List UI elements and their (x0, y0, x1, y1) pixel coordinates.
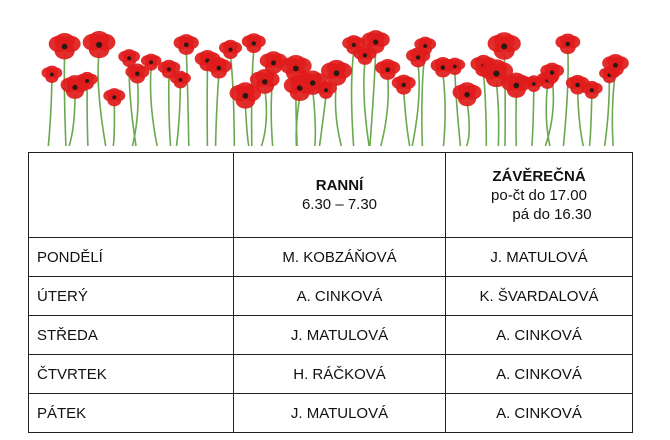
poppy-stem (150, 67, 157, 146)
poppy-flower (42, 66, 63, 83)
closing-duty-cell: A. CINKOVÁ (446, 355, 633, 394)
poppy-flowers-banner-icon (40, 20, 630, 150)
header-closing-cell (446, 153, 633, 238)
poppy-stem (352, 51, 354, 146)
poppy-flower (488, 32, 521, 60)
closing-duty-cell: K. ŠVARDALOVÁ (446, 277, 633, 316)
poppy-stem (113, 103, 114, 146)
poppy-stem (381, 76, 388, 146)
poppy-stem (578, 91, 584, 146)
poppy-stem (87, 86, 88, 146)
poppy-stem (48, 80, 52, 146)
poppy-stem (320, 96, 327, 146)
poppy-stem (404, 91, 410, 146)
poppy-flower (83, 31, 116, 58)
poppy-stem (484, 73, 487, 146)
poppy-flower (174, 34, 199, 55)
poppy-stem (532, 89, 534, 146)
poppy-stem (262, 89, 267, 146)
poppy-flower (555, 34, 580, 55)
poppy-stem (245, 104, 248, 146)
poppy-stem (313, 90, 316, 146)
day-cell: PONDĚLÍ (29, 238, 234, 277)
morning-duty-cell: A. CINKOVÁ (234, 277, 446, 316)
poppy-flower (206, 57, 232, 78)
poppy-stem (231, 55, 235, 146)
morning-duty-cell: H. RÁČKOVÁ (234, 355, 446, 394)
poppy-stem (496, 82, 498, 146)
poppy-stem (455, 72, 461, 146)
poppy-flower (103, 88, 125, 106)
poppy-stem (467, 102, 470, 146)
poppy-stem (335, 81, 341, 146)
duty-schedule-table (28, 152, 633, 433)
table-row (29, 394, 633, 433)
poppy-stem (177, 85, 181, 146)
closing-hours-mon-thu: po-čt do 17.00 (491, 186, 587, 204)
poppy-flower (242, 33, 266, 53)
poppy-flower (219, 40, 242, 59)
poppy-stem (563, 50, 568, 146)
day-cell: ČTVRTEK (29, 355, 234, 394)
table-row (29, 355, 633, 394)
closing-duty-cell: A. CINKOVÁ (446, 316, 633, 355)
poppy-stem (69, 95, 75, 147)
table-header-row (29, 153, 633, 238)
table-row (29, 238, 633, 277)
day-cell: PÁTEK (29, 394, 234, 433)
table-row (29, 277, 633, 316)
poppy-flower (375, 59, 400, 80)
poppy-stem (186, 51, 189, 146)
morning-duty-cell: M. KOBZÁŇOVÁ (234, 238, 446, 277)
poppy-flower (392, 75, 416, 95)
closing-hours-fri: pá do 16.30 (512, 205, 592, 223)
poppy-stem (98, 53, 106, 146)
poppy-stem (133, 80, 139, 146)
morning-duty-cell: J. MATULOVÁ (234, 316, 446, 355)
poppy-stem (64, 55, 66, 147)
poppy-stem (370, 49, 376, 146)
poppy-stem (605, 80, 610, 146)
morning-duty-cell: J. MATULOVÁ (234, 394, 446, 433)
poppy-stem (612, 72, 615, 146)
poppy-stem (590, 96, 592, 146)
morning-time: 6.30 – 7.30 (301, 196, 378, 213)
morning-title: RANNÍ (315, 177, 364, 194)
poppy-flower (581, 81, 603, 99)
day-cell: ÚTERÝ (29, 277, 234, 316)
table-row (29, 316, 633, 355)
poppy-stem (216, 75, 219, 147)
header-empty-cell (29, 153, 234, 238)
poppy-stem (364, 61, 369, 146)
poppy-stem (169, 75, 171, 146)
closing-title: ZÁVĚREČNÁ (492, 167, 586, 185)
poppy-flower (49, 33, 81, 59)
poppy-stem (443, 74, 445, 146)
poppy-stem (412, 64, 419, 146)
day-cell: STŘEDA (29, 316, 234, 355)
closing-duty-cell: J. MATULOVÁ (446, 238, 633, 277)
header-morning-cell (234, 153, 446, 238)
closing-duty-cell: A. CINKOVÁ (446, 394, 633, 433)
